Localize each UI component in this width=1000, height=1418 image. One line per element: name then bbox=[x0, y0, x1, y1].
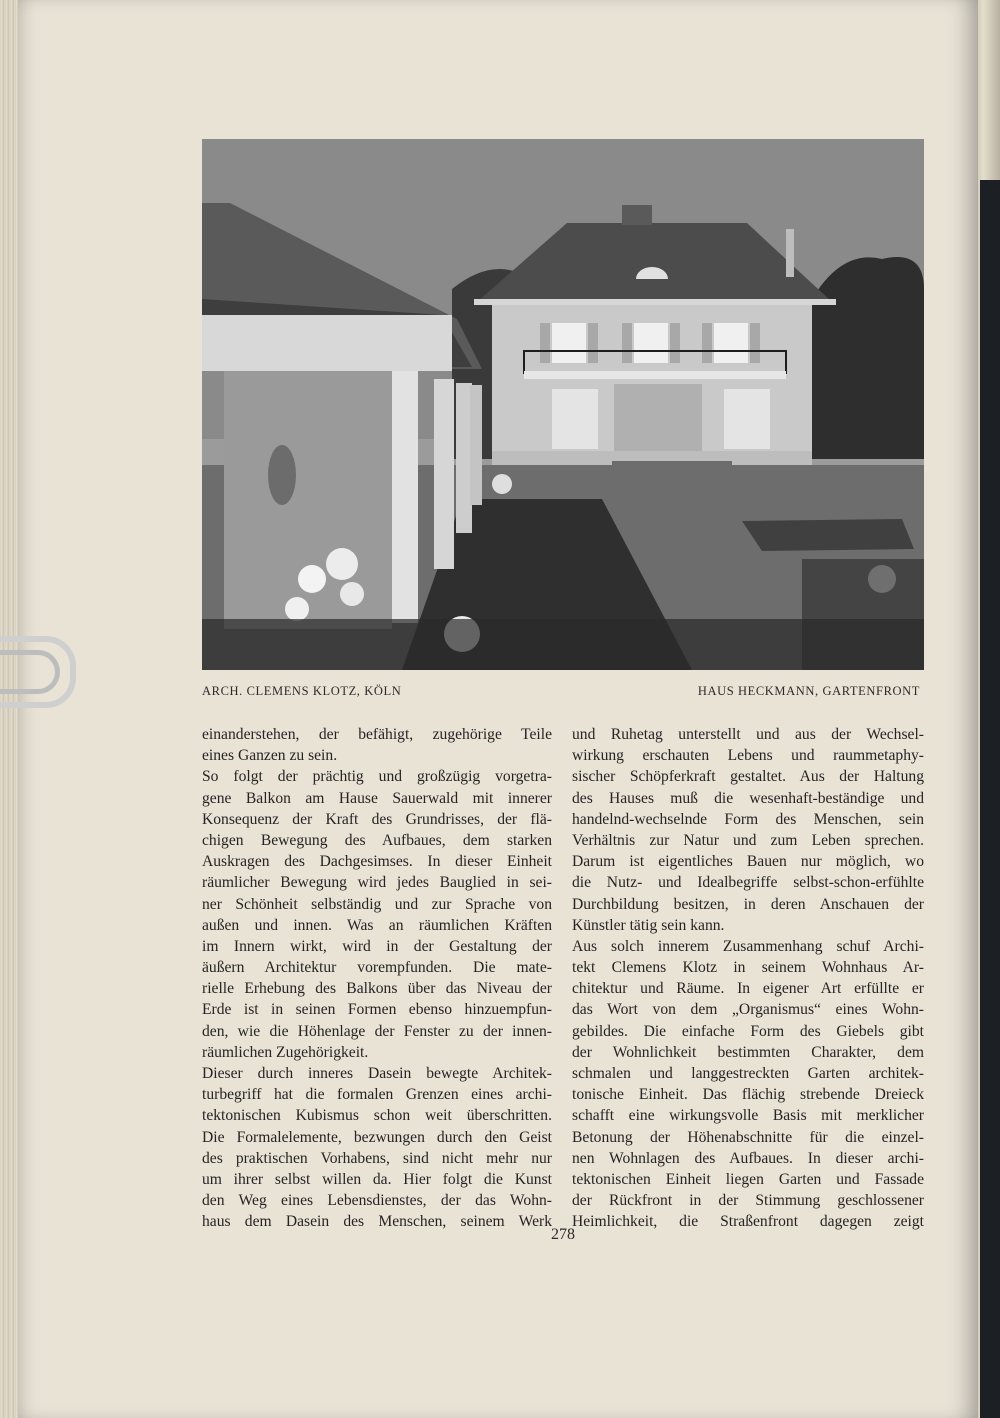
text-line: Erde ist in seinen Formen ebenso hinzuempfun- bbox=[202, 1001, 552, 1019]
text-line: einanderstehen, der befähigt, zugehörige Teile bbox=[202, 726, 552, 743]
text-line: Durchbildung besitzen, in deren Anschauen der bbox=[572, 895, 924, 913]
text-line: Die Formalelemente, bezwungen durch den Geist bbox=[202, 1128, 552, 1146]
text-line: räumlicher Bewegung wird jedes Bauglied in sei- bbox=[202, 874, 552, 892]
text-line: nen Wohnlagen des Aufbaues. In dieser archi- bbox=[572, 1149, 924, 1167]
text-line: der Rückfront in der Stimmung geschlossener bbox=[572, 1192, 924, 1210]
photo-caption-title: HAUS HECKMANN, GARTENFRONT bbox=[697, 684, 920, 698]
text-line: Darum ist eigentliches Bauen nur möglich, wo bbox=[572, 853, 924, 871]
text-line: wirkung erschauten Lebens und raummetaphy- bbox=[572, 747, 924, 765]
text-line: das Wort von dem „Organismus“ eines Wohn- bbox=[572, 1001, 924, 1019]
text-line: im Innern wirkt, wird in der Gestaltung der bbox=[202, 937, 552, 955]
text-line: tonische Einheit. Das flächig strebende Dreieck bbox=[572, 1086, 924, 1104]
text-line: Aus solch innerem Zusammenhang schuf Archi- bbox=[572, 937, 924, 955]
text-line: tektonischen Einheit liegen Garten und Fassade bbox=[572, 1170, 924, 1188]
text-line: um ihrer selbst willen da. Hier folgt die Kunst bbox=[202, 1170, 552, 1188]
text-column-right bbox=[572, 724, 924, 1233]
page-clip-inner bbox=[0, 650, 60, 694]
text-line: die Nutz- und Idealbegriffe selbst-schon-erfühlte bbox=[572, 874, 924, 892]
text-line: Künstler tätig sein kann. bbox=[572, 916, 725, 934]
text-line: gene Balkon am Hause Sauerwald mit innerer bbox=[202, 789, 552, 807]
text-line: chigen Bewegung des Aufbaues, dem starken bbox=[202, 831, 552, 849]
photo-caption-architect: ARCH. CLEMENS KLOTZ, KÖLN bbox=[202, 684, 402, 698]
text-line: den, wie die Höhenlage der Fenster zu der innen- bbox=[202, 1022, 552, 1040]
text-line: Konsequenz der Kraft des Grundrisses, der flä- bbox=[202, 810, 552, 828]
text-line: tekt Clemens Klotz in seinem Wohnhaus Ar- bbox=[572, 959, 924, 977]
text-line: außen und innen. Was an räumlichen Kräften bbox=[202, 916, 552, 934]
text-line: chitektur und Räume. In eigener Art erfüllte er bbox=[572, 980, 924, 998]
text-line: Betonung der Höhenabschnitte für die einzel- bbox=[572, 1128, 924, 1146]
text-line: gebildes. Die einfache Form des Giebels gibt bbox=[572, 1022, 924, 1040]
text-line: schmalen und langgestreckten Garten architek- bbox=[572, 1065, 924, 1082]
text-line: des praktischen Vorhabens, sind nicht mehr nur bbox=[202, 1149, 552, 1167]
text-line: haus dem Dasein des Menschen, seinem Werk bbox=[202, 1213, 552, 1231]
text-line: Verhältnis zur Natur und zum Leben sprechen. bbox=[572, 831, 924, 849]
text-line: turbegriff hat die formalen Grenzen eines archi- bbox=[202, 1086, 552, 1104]
text-line: tektonischen Kubismus schon weit überschritten. bbox=[202, 1107, 552, 1125]
text-column-left bbox=[202, 724, 552, 1233]
text-line: und Ruhetag unterstellt und aus der Wechsel- bbox=[572, 726, 924, 743]
text-line: So folgt der prächtig und großzügig vorgetra- bbox=[202, 768, 552, 786]
text-line: Heimlichkeit, die Straßenfront dagegen zeigt bbox=[572, 1213, 924, 1231]
text-line: Dieser durch inneres Dasein bewegte Architek- bbox=[202, 1065, 552, 1082]
page-number: 278 bbox=[551, 1226, 575, 1243]
text-line: den Weg eines Lebensdienstes, der das Wohn- bbox=[202, 1192, 552, 1210]
text-line: des Hauses muß die wesenhaft-beständige und bbox=[572, 789, 924, 807]
text-line: äußern Architektur vorempfunden. Die mate- bbox=[202, 959, 552, 977]
text-line: rielle Erhebung des Balkons über das Niveau der bbox=[202, 980, 552, 998]
text-line: handelnd-wechselnde Form des Menschen, sein bbox=[572, 810, 924, 828]
house-photograph bbox=[202, 139, 924, 670]
scanner-bed bbox=[980, 180, 1000, 1418]
text-line: schafft eine wirkungsvolle Basis mit merklicher bbox=[572, 1107, 924, 1125]
house-photo-illustration bbox=[202, 139, 924, 670]
text-line: räumlichen Zugehörigkeit. bbox=[202, 1043, 369, 1061]
text-line: ner Schönheit selbständig und zur Sprache von bbox=[202, 895, 552, 913]
text-line: der Wohnlichkeit bestimmten Charakter, dem bbox=[572, 1043, 924, 1061]
text-line: sischer Schöpferkraft gestaltet. Aus der Haltung bbox=[572, 768, 924, 786]
text-line: Auskragen des Dachgesimses. In dieser Einheit bbox=[202, 853, 552, 871]
text-line: eines Ganzen zu sein. bbox=[202, 747, 338, 765]
